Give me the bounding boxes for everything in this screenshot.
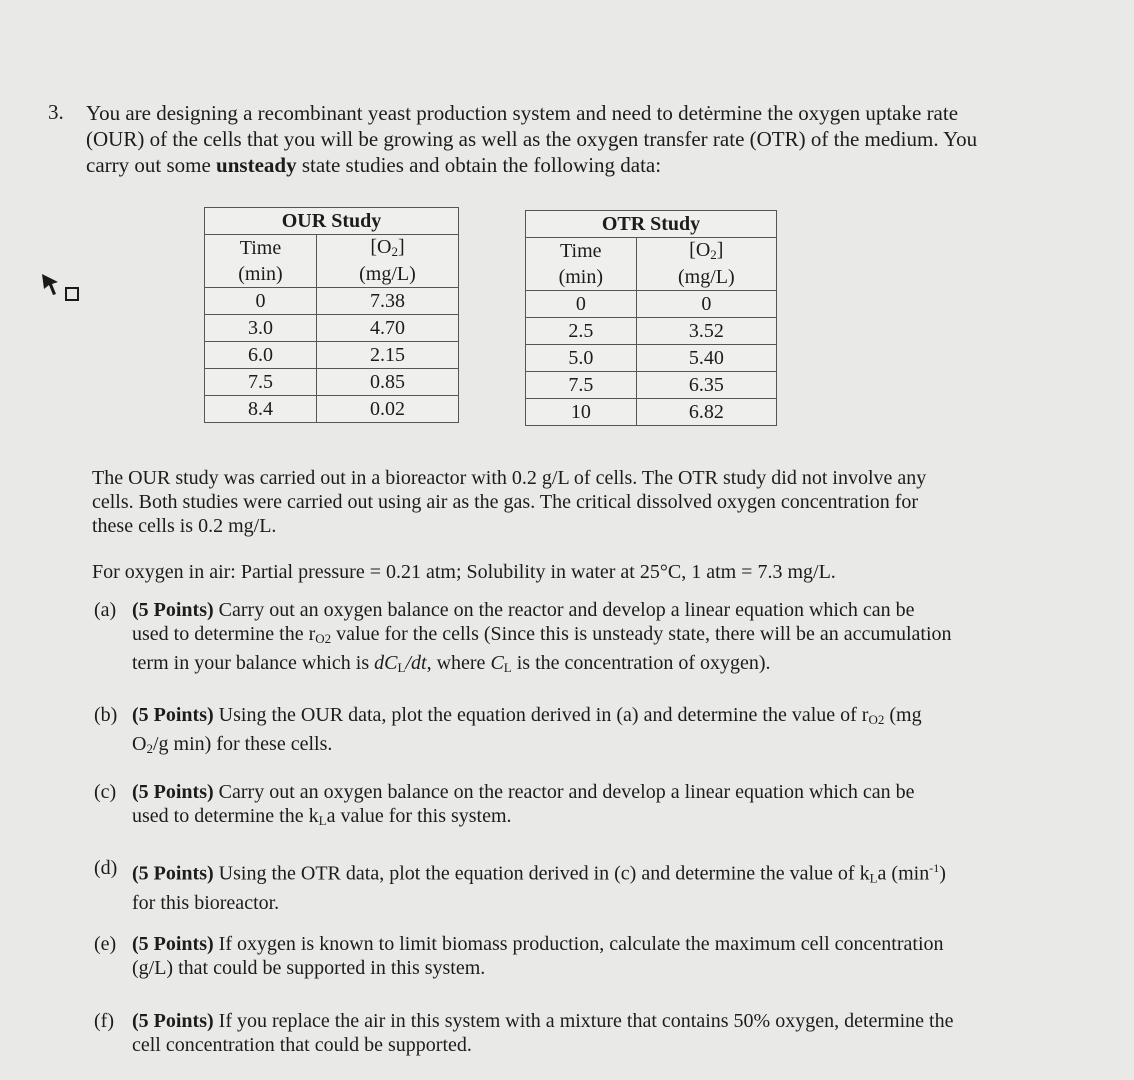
our-study-table [204, 207, 459, 423]
part-a: (a) (5 Points) Carry out an oxygen balance on the reactor and develop a linear equation which can be used to determine the $r_{O2}$ value for the cells (Since this is unsteady state, there will be an accumulation term in your balance which is $dC_L/dt$, where $C_L$ is the concentration of oxygen). [94, 599, 952, 675]
table-row: 3.0 4.70 [205, 315, 459, 342]
table-row: 6.0 2.15 [205, 342, 459, 369]
otr-header-time: Time [526, 238, 637, 265]
part-a-label: (a) [94, 599, 117, 621]
intro-line-1: You are designing a recombinant yeast production system and need to detėrmine the oxygen uptake rate [86, 101, 959, 125]
our-header-time-unit: (min) [205, 261, 317, 288]
part-d: (d) (5 Points) Using the OTR data, plot the equation derived in (c) and determine the value of $k_La$ $(\min^{-1})$ for this bioreactor. [94, 857, 946, 914]
our-table-title: OUR Study [205, 208, 459, 235]
table-row: 7.5 0.85 [205, 369, 459, 396]
otr-table-title: OTR Study [526, 211, 777, 238]
table-row: 8.4 0.02 [205, 396, 459, 423]
our-header-time: Time [205, 235, 317, 262]
question-intro [86, 100, 1086, 178]
oxygen-air-properties: For oxygen in air: Partial pressure = 0.21 atm; Solubility in water at 25°C, 1 atm = 7.3 mg/L. [92, 561, 836, 583]
table-row: 2.5 3.52 [526, 318, 777, 345]
table-row: 7.5 6.35 [526, 372, 777, 399]
our-header-o2-unit: (mg/L) [316, 261, 458, 288]
emphasis-unsteady: unsteady [216, 153, 297, 177]
part-c: (c) (5 Points) Carry out an oxygen balance on the reactor and develop a linear equation which can be used to determine the $k_La$ value for this system. [94, 781, 915, 828]
part-b: (b) (5 Points) Using the OUR data, plot the equation derived in (a) and determine the value of $r_{O2}$ (mg $O_2/g$ min) for these cells. [94, 704, 922, 756]
part-e-label: (e) [94, 933, 117, 955]
part-c-label: (c) [94, 781, 117, 803]
otr-header-o2-unit: (mg/L) [636, 264, 776, 291]
part-f-label: (f) [94, 1010, 114, 1032]
part-b-label: (b) [94, 704, 118, 726]
otr-header-time-unit: (min) [526, 264, 637, 291]
part-f: (f) (5 Points) If you replace the air in this system with a mixture that contains 50% oxygen, determine the cell concentration that could be supported. [94, 1010, 954, 1056]
mouse-pointer-icon [38, 270, 84, 306]
table-row: 10 6.82 [526, 399, 777, 426]
table-row: 0 0 [526, 291, 777, 318]
part-d-label: (d) [94, 857, 118, 879]
table-row: 0 7.38 [205, 288, 459, 315]
table-row: 5.0 5.40 [526, 345, 777, 372]
study-conditions-paragraph: The OUR study was carried out in a bioreactor with 0.2 g/L of cells. The OTR study did not involve any cells. Both studies were carried out using air as the gas. The critical dissolved oxygen concentration for these cells is 0.2 mg/L. [92, 467, 927, 537]
otr-header-o2: $[O_2]$ [636, 238, 776, 265]
intro-line-2: (OUR) of the cells that you will be growing as well as the oxygen transfer rate (OTR) of the medium. You [86, 127, 978, 151]
question-number: 3. [48, 100, 64, 124]
our-header-o2: $[O_2]$ [316, 235, 458, 262]
part-e: (e) (5 Points) If oxygen is known to limit biomass production, calculate the maximum cell concentration (g/L) that could be supported in this system. [94, 933, 944, 979]
intro-line-3: carry out some unsteady state studies and obtain the following data: [86, 153, 662, 177]
otr-study-table [525, 210, 777, 426]
